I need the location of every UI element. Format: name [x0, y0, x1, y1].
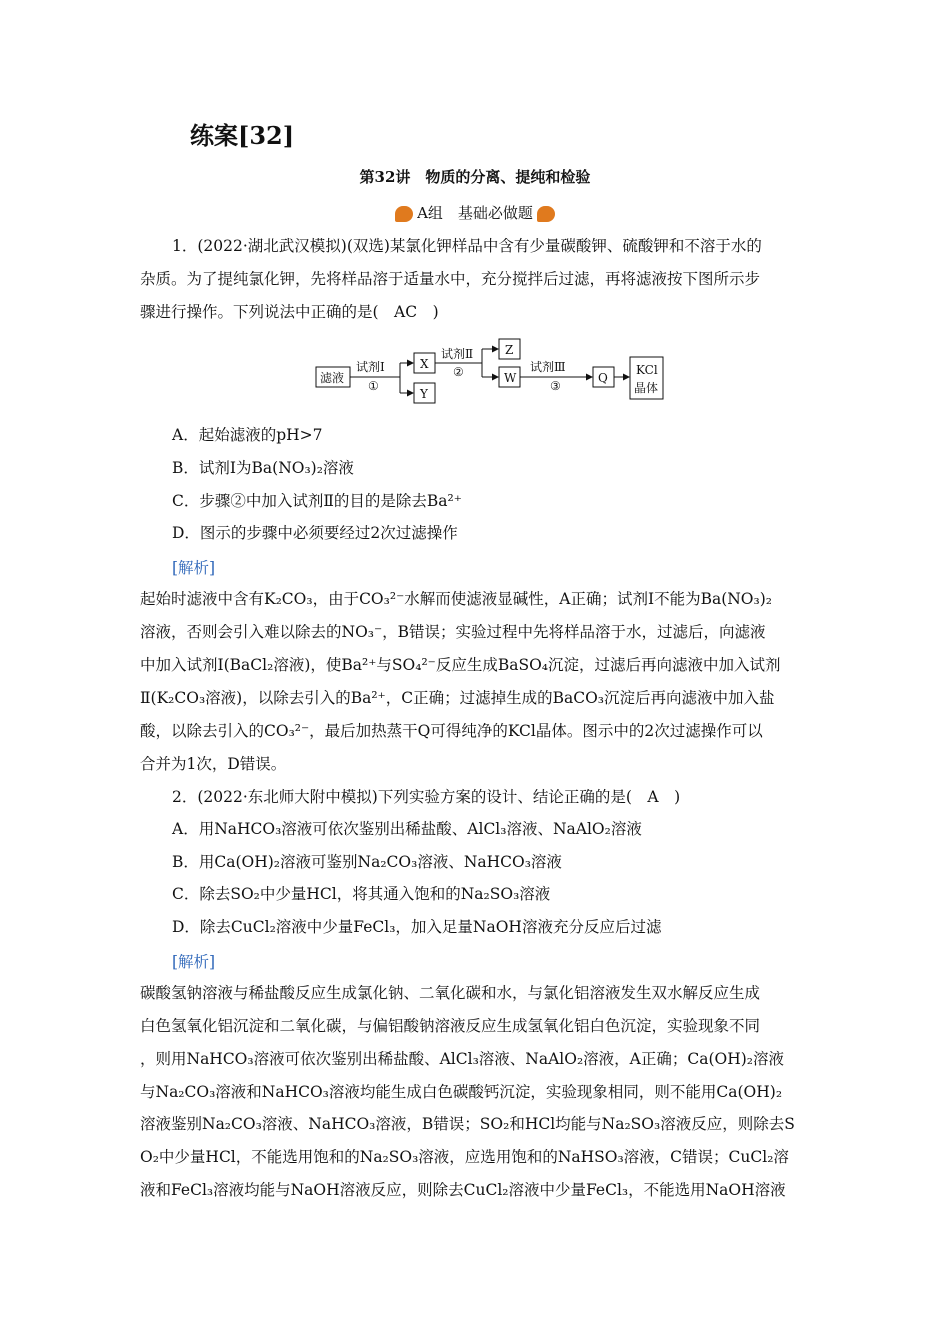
- x-label: X: [420, 357, 429, 371]
- z-label: Z: [505, 343, 514, 357]
- step1-label: ①: [368, 379, 379, 393]
- q1-stem-line2: 杂质。为了提纯氯化钾，先将样品溶于适量水中，充分搅拌后过滤，再将滤液按下图所示步: [140, 270, 761, 288]
- group-label: A组 基础必做题: [417, 204, 533, 222]
- q1-exp-line4: Ⅱ(K₂CO₃溶液)，以除去引入的Ba²⁺，C正确；过滤掉生成的BaCO₃沉淀后再向滤液中加入盐: [140, 689, 775, 707]
- reagent1-label: 试剂Ⅰ: [356, 360, 385, 374]
- q2-exp-line7: 液和FeCl₃溶液均能与NaOH溶液反应，则除去CuCl₂溶液中少量FeCl₃，不能选用NaOH溶液: [140, 1181, 786, 1199]
- q2-exp-line4: 与Na₂CO₃溶液和NaHCO₃溶液均能生成白色碳酸钙沉淀，实验现象相同，则不能用Ca(OH)₂: [140, 1083, 783, 1101]
- q1-option-a: A．起始滤液的pH>7: [172, 426, 323, 444]
- q2-option-c: C．除去SO₂中少量HCl，将其通入饱和的Na₂SO₃溶液: [172, 885, 551, 903]
- q1-option-d: D．图示的步骤中必须要经过2次过滤操作: [172, 524, 458, 542]
- q1-stem-line1: 1．(2022·湖北武汉模拟)(双选)某氯化钾样品中含有少量碳酸钾、硫酸钾和不溶于水的: [172, 237, 762, 255]
- q1-option-b: B．试剂Ⅰ为Ba(NO₃)₂溶液: [172, 459, 354, 477]
- q2-exp-line5: 溶液鉴别Na₂CO₃溶液、NaHCO₃溶液，B错误；SO₂和HCl均能与Na₂SO₃溶液反应，则除去S: [140, 1115, 795, 1133]
- q1-option-c: C．步骤②中加入试剂Ⅱ的目的是除去Ba²⁺: [172, 492, 462, 510]
- q1-exp-line1: 起始时滤液中含有K₂CO₃，由于CO₃²⁻水解而使滤液显碱性，A正确；试剂Ⅰ不能为Ba(NO₃)₂: [140, 590, 772, 608]
- q2-exp-line6: O₂中少量HCl，不能选用饱和的Na₂SO₃溶液，应选用饱和的NaHSO₃溶液，C错误；CuCl₂溶: [140, 1148, 789, 1166]
- q2-stem: 2．(2022·东北师大附中模拟)下列实验方案的设计、结论正确的是( A ): [172, 788, 681, 806]
- q2-analysis-tag: [解析]: [172, 953, 216, 971]
- q2-exp-line1: 碳酸氢钠溶液与稀盐酸反应生成氯化钠、二氧化碳和水，与氯化铝溶液发生双水解反应生成: [140, 984, 761, 1002]
- reagent2-label: 试剂Ⅱ: [441, 347, 474, 361]
- y-label: Y: [420, 387, 428, 401]
- reagent3-label: 试剂Ⅲ: [530, 360, 566, 374]
- step2-label: ②: [453, 365, 464, 379]
- q-label: Q: [598, 371, 608, 385]
- flow-diagram: [314, 338, 674, 408]
- kcl-label: KCl: [636, 363, 658, 377]
- step3-label: ③: [550, 379, 561, 393]
- crystal-label: 晶体: [634, 381, 659, 395]
- q1-exp-line3: 中加入试剂Ⅰ(BaCl₂溶液)，使Ba²⁺与SO₄²⁻反应生成BaSO₄沉淀，过滤后再向滤液中加入试剂: [140, 656, 781, 674]
- q2-option-a: A．用NaHCO₃溶液可依次鉴别出稀盐酸、AlCl₃溶液、NaAlO₂溶液: [172, 820, 642, 838]
- start-label: 滤液: [320, 371, 345, 385]
- q1-exp-line6: 合并为1次，D错误。: [140, 755, 287, 773]
- quote-left-icon: [395, 206, 413, 222]
- group-heading: [0, 202, 950, 223]
- lesson-subtitle: 第32讲 物质的分离、提纯和检验: [359, 168, 591, 186]
- quote-right-icon: [537, 206, 555, 222]
- w-label: W: [504, 371, 517, 385]
- q2-option-d: D．除去CuCl₂溶液中少量FeCl₃，加入足量NaOH溶液充分反应后过滤: [172, 918, 662, 936]
- q2-option-b: B．用Ca(OH)₂溶液可鉴别Na₂CO₃溶液、NaHCO₃溶液: [172, 853, 562, 871]
- q1-stem-line3: 骤进行操作。下列说法中正确的是( AC ): [140, 303, 439, 321]
- q1-exp-line2: 溶液，否则会引入难以除去的NO₃⁻，B错误；实验过程中先将样品溶于水，过滤后，向滤液: [140, 623, 766, 641]
- q1-exp-line5: 酸，以除去引入的CO₃²⁻，最后加热蒸干Q可得纯净的KCl晶体。图示中的2次过滤操作可以: [140, 722, 763, 740]
- page-title: 练案[32]: [190, 121, 295, 150]
- q2-exp-line3: ，则用NaHCO₃溶液可依次鉴别出稀盐酸、AlCl₃溶液、NaAlO₂溶液，A正确；Ca(OH)₂溶液: [140, 1050, 784, 1068]
- q2-exp-line2: 白色氢氧化铝沉淀和二氧化碳，与偏铝酸钠溶液反应生成氢氧化铝白色沉淀，实验现象不同: [140, 1017, 761, 1035]
- q1-analysis-tag: [解析]: [172, 559, 216, 577]
